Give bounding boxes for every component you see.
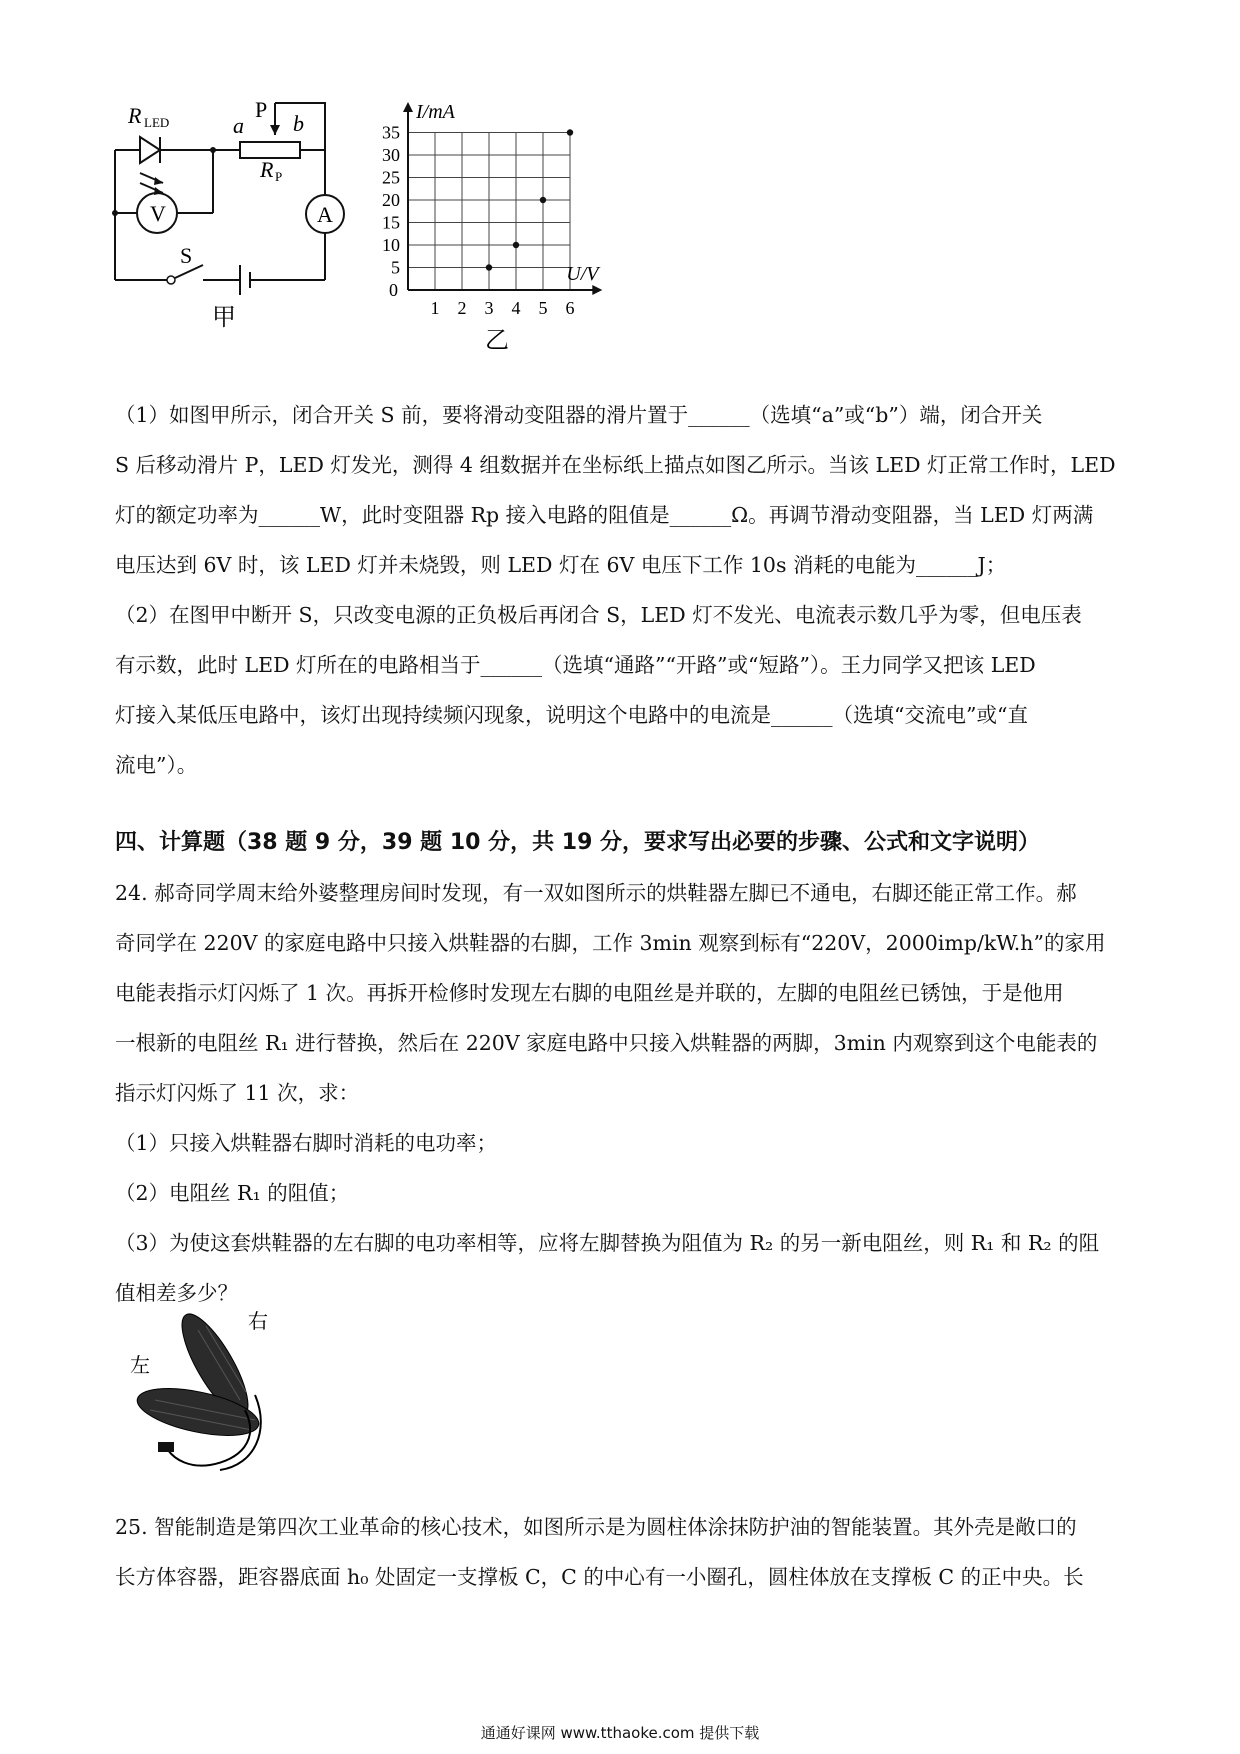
voltmeter-label: V (150, 201, 166, 226)
page-footer: 通通好课网 www.tthaoke.com 提供下载 (480, 1724, 760, 1742)
data-point (486, 264, 492, 270)
shoe-dryer-photo (120, 1300, 300, 1475)
text-line: 一根新的电阻丝 R₁ 进行替换，然后在 220V 家庭电路中只接入烘鞋器的两脚，3min 内观察到这个电能表的 (115, 1031, 1098, 1055)
x-tick-label: 1 (430, 298, 440, 318)
right-label: 右 (248, 1309, 268, 1333)
origin-label: 0 (389, 280, 398, 300)
text-line: S 后移动滑片 P，LED 灯发光，测得 4 组数据并在坐标纸上描点如图乙所示。当该 LED 灯正常工作时，LED (115, 453, 1116, 477)
text-line: 灯的额定功率为______W，此时变阻器 Rp 接入电路的阻值是______Ω。再调节滑动变阻器，当 LED 灯两满 (115, 503, 1094, 527)
data-point (567, 129, 573, 135)
text-line: （3）为使这套烘鞋器的左右脚的电功率相等，应将左脚替换为阻值为 R₂ 的另一新电阻丝，则 R₁ 和 R₂ 的阻 (115, 1231, 1100, 1255)
y-tick-label: 20 (382, 190, 400, 210)
text-line: 灯接入某低压电路中，该灯出现持续频闪现象，说明这个电路中的电流是______（选填“交流电”或“直 (115, 703, 1028, 727)
q23-part2 (115, 590, 1130, 790)
figure-jia-caption: 甲 (212, 303, 236, 331)
x-tick-label: 3 (484, 298, 494, 318)
y-tick-label: 10 (382, 235, 400, 255)
switch-label: S (180, 243, 193, 268)
text-line: 电能表指示灯闪烁了 1 次。再拆开检修时发现左右脚的电阻丝是并联的，左脚的电阻丝已锈蚀，于是他用 (115, 981, 1064, 1005)
iu-chart (370, 90, 620, 355)
data-point (540, 197, 546, 203)
q23-part1 (115, 390, 1130, 590)
text-line: （2）在图甲中断开 S，只改变电源的正负极后再闭合 S，LED 灯不发光、电流表示数几乎为零，但电压表 (115, 603, 1082, 627)
figure-yi-caption: 乙 (485, 326, 509, 354)
text-line: 长方体容器，距容器底面 h₀ 处固定一支撑板 C，C 的中心有一小圈孔，圆柱体放在支撑板 C 的正中央。长 (115, 1565, 1084, 1589)
x-tick-label: 6 (565, 298, 575, 318)
y-tick-label: 25 (382, 167, 400, 188)
text-line: 24. 郝奇同学周末给外婆整理房间时发现，有一双如图所示的烘鞋器左脚已不通电，右脚还能正常工作。郝 (115, 881, 1077, 905)
rp-label: R (260, 157, 274, 182)
text-line: 值相差多少？ (115, 1281, 238, 1305)
x-axis-label: U/V (566, 263, 599, 285)
r-led-subscript: LED (144, 115, 170, 130)
x-tick-label: 4 (511, 298, 521, 318)
ammeter-label: A (317, 202, 333, 227)
rp-subscript: P (275, 169, 283, 184)
text-line: 奇同学在 220V 的家庭电路中只接入烘鞋器的右脚，工作 3min 观察到标有“220V，2000imp/kW.h”的家用 (115, 931, 1106, 955)
circuit-diagram (95, 95, 385, 355)
y-axis-label: I/mA (416, 101, 455, 123)
text-line: （1）如图甲所示，闭合开关 S 前，要将滑动变阻器的滑片置于______（选填“a”或“b”）端，闭合开关 (115, 403, 1043, 427)
y-tick-label: 15 (382, 212, 400, 233)
text-line: 指示灯闪烁了 11 次，求： (115, 1081, 360, 1105)
text-line: 有示数，此时 LED 灯所在的电路相当于______（选填“通路”“开路”或“短路”）。王力同学又把该 LED (115, 653, 1036, 677)
text-line: 电压达到 6V 时，该 LED 灯并未烧毁，则 LED 灯在 6V 电压下工作 10s 消耗的电能为______J； (115, 553, 1007, 577)
text-line: 流电”）。 (115, 753, 198, 777)
q25-stem (115, 1502, 1130, 1602)
end-b-label: b (293, 111, 304, 136)
q24-sub1: （1）只接入烘鞋器右脚时消耗的电功率； (115, 1131, 498, 1155)
end-a-label: a (233, 113, 244, 138)
section-heading: 四、计算题（38 题 9 分，39 题 10 分，共 19 分，要求写出必要的步骤、公式和文字说明） (115, 830, 1041, 855)
left-label: 左 (130, 1353, 150, 1377)
text-line: 25. 智能制造是第四次工业革命的核心技术，如图所示是为圆柱体涂抹防护油的智能装置。其外壳是敞口的 (115, 1515, 1077, 1539)
x-axis-arrow (592, 285, 602, 295)
x-tick-label: 2 (457, 298, 467, 318)
q24-stem (115, 868, 1130, 1318)
y-tick-label: 30 (382, 145, 400, 165)
y-axis-arrow (403, 102, 413, 112)
q24-sub2: （2）电阻丝 R₁ 的阻值； (115, 1181, 350, 1205)
y-tick-label: 5 (391, 257, 400, 278)
y-tick-label: 35 (382, 122, 400, 143)
r-led-label: R (128, 103, 142, 128)
x-tick-label: 5 (538, 298, 548, 318)
slider-label: P (255, 97, 268, 122)
data-point (513, 242, 519, 248)
